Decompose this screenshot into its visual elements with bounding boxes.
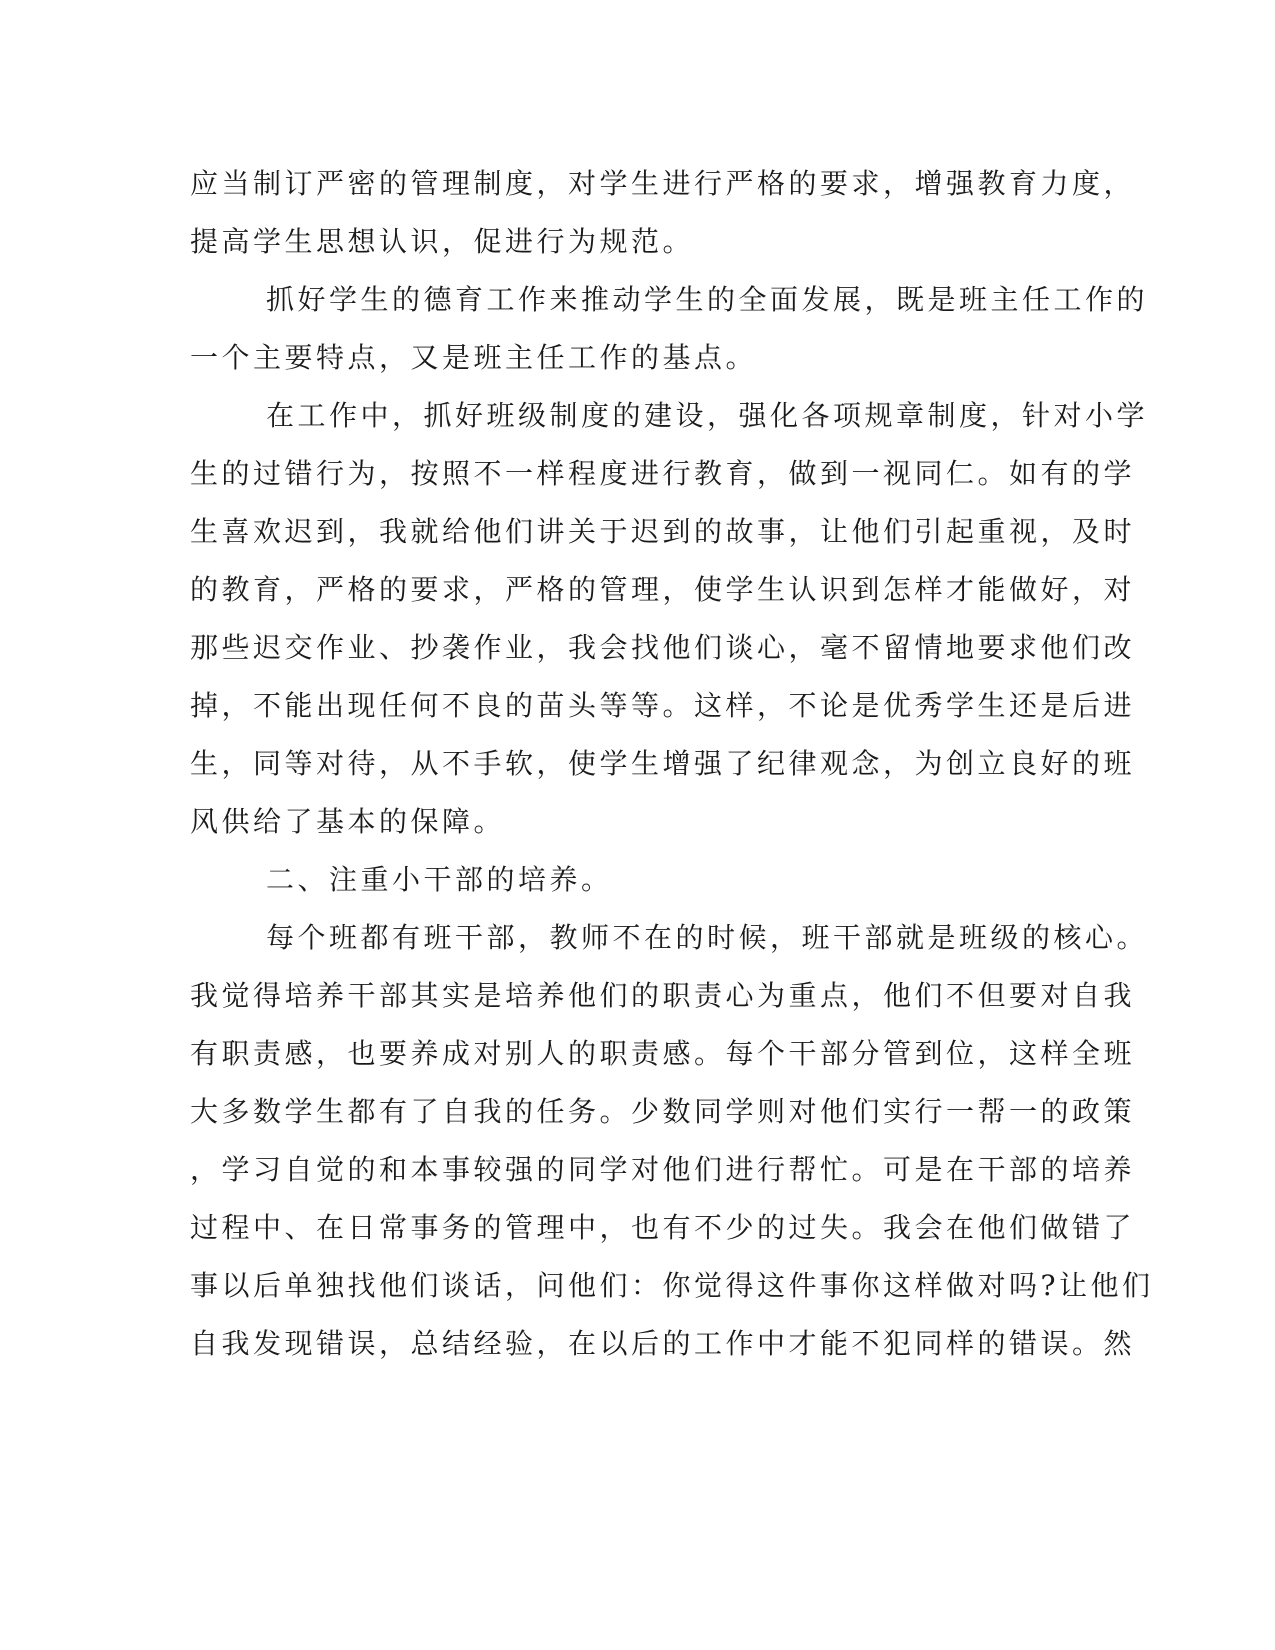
paragraph-5-line-8: 自我发现错误，总结经验，在以后的工作中才能不犯同样的错误。然 <box>190 1327 1136 1360</box>
paragraph-3-line-7: 生，同等对待，从不手软，使学生增强了纪律观念，为创立良好的班 <box>190 747 1136 780</box>
paragraph-1-line-2: 提高学生思想认识，促进行为规范。 <box>190 225 695 258</box>
paragraph-5-line-4: 大多数学生都有了自我的任务。少数同学则对他们实行一帮一的政策 <box>190 1095 1136 1128</box>
paragraph-1-line-1: 应当制订严密的管理制度，对学生进行严格的要求，增强教育力度， <box>190 167 1136 200</box>
section-heading-2: 二、注重小干部的培养。 <box>266 863 613 896</box>
paragraph-3-line-6: 掉，不能出现任何不良的苗头等等。这样，不论是优秀学生还是后进 <box>190 689 1136 722</box>
paragraph-3-line-1: 在工作中，抓好班级制度的建设，强化各项规章制度，针对小学 <box>266 399 1149 432</box>
paragraph-5-line-7: 事以后单独找他们谈话，问他们：你觉得这件事你这样做对吗?让他们 <box>190 1269 1154 1302</box>
paragraph-3-line-5: 那些迟交作业、抄袭作业，我会找他们谈心，毫不留情地要求他们改 <box>190 631 1136 664</box>
paragraph-5-line-6: 过程中、在日常事务的管理中，也有不少的过失。我会在他们做错了 <box>190 1211 1136 1244</box>
paragraph-5-line-2: 我觉得培养干部其实是培养他们的职责心为重点，他们不但要对自我 <box>190 979 1136 1012</box>
paragraph-2-line-2: 一个主要特点，又是班主任工作的基点。 <box>190 341 758 374</box>
paragraph-3-line-8: 风供给了基本的保障。 <box>190 805 506 838</box>
paragraph-3-line-4: 的教育，严格的要求，严格的管理，使学生认识到怎样才能做好，对 <box>190 573 1136 606</box>
paragraph-2-line-1: 抓好学生的德育工作来推动学生的全面发展，既是班主任工作的 <box>266 283 1149 316</box>
paragraph-3-line-2: 生的过错行为，按照不一样程度进行教育，做到一视同仁。如有的学 <box>190 457 1136 490</box>
paragraph-3-line-3: 生喜欢迟到，我就给他们讲关于迟到的故事，让他们引起重视，及时 <box>190 515 1136 548</box>
paragraph-5-line-1: 每个班都有班干部，教师不在的时候，班干部就是班级的核心。 <box>266 921 1149 954</box>
paragraph-5-line-5: ，学习自觉的和本事较强的同学对他们进行帮忙。可是在干部的培养 <box>190 1153 1136 1186</box>
paragraph-5-line-3: 有职责感，也要养成对别人的职责感。每个干部分管到位，这样全班 <box>190 1037 1136 1070</box>
